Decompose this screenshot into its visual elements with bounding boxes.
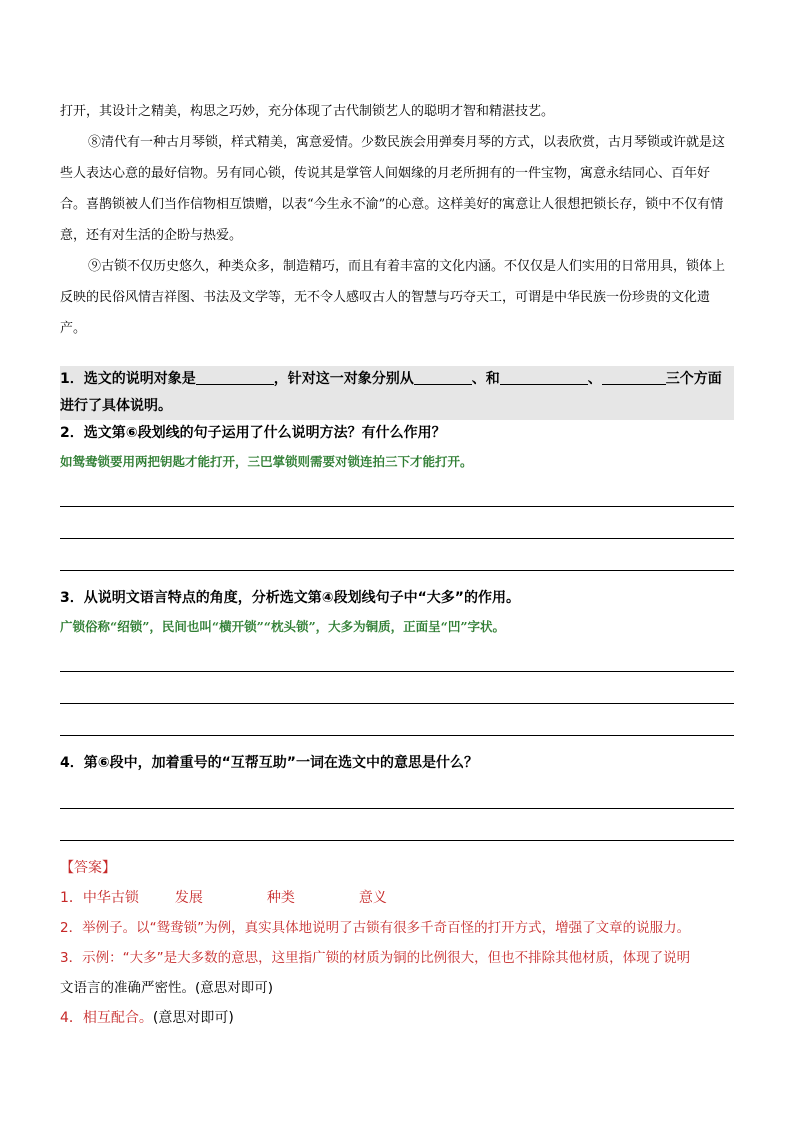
answer-2: 2．举例子。以“鸳鸯锁”为例，真实具体地说明了古锁有很多千奇百怪的打开方式，增强了文章的说服力。 — [60, 920, 691, 936]
answer-line[interactable] — [60, 704, 734, 736]
passage-line: 打开，其设计之精美，构思之巧妙，充分体现了古代制锁艺人的聪明才智和精湛技艺。 — [60, 104, 555, 119]
passage-paragraph-8: ⑧清代有一种古月琴锁，样式精美，寓意爱情。少数民族会用弹奏月琴的方式，以表欣赏，古月琴锁或许就是这些人表达心意的最好信物。另有同心锁，传说其是掌管人间姻缘的月老所拥有的一件宝物，寓意永结同心、百年好合。喜鹊锁被人们当作信物相互馈赠，以表“今生永不渝”的心意。这样美好的寓意让人很想把锁长存，锁中不仅有情意，还有对生活的企盼与热爱。 — [60, 135, 726, 243]
answer-blank[interactable] — [602, 369, 666, 385]
answer-blank[interactable] — [414, 369, 472, 385]
answer-blank[interactable] — [500, 369, 588, 385]
question-2-quote: 如鸳鸯锁要用两把钥匙才能打开，三巴掌锁则需要对锁连拍三下才能打开。 — [60, 454, 473, 469]
answer-4: 4．相互配合。(意思对即可) — [60, 1010, 234, 1026]
answer-heading: 【答案】 — [60, 860, 116, 876]
passage-paragraph-9: ⑨古锁不仅历史悠久，种类众多，制造精巧，而且有着丰富的文化内涵。不仅仅是人们实用的日常用具，锁体上反映的民俗风情吉祥图、书法及文学等，无不令人感叹古人的智慧与巧夺天工，可谓是中华民族一份珍贵的文化遗产。 — [60, 259, 726, 336]
answer-line[interactable] — [60, 672, 734, 704]
answer-1: 1．中华古锁 发展 种类 意义 — [60, 890, 387, 906]
document-page — [60, 96, 734, 1033]
answer-line[interactable] — [60, 507, 734, 539]
question-3: 3．从说明文语言特点的角度，分析选文第④段划线句子中“大多”的作用。 — [60, 590, 520, 606]
question-2: 2．选文第⑥段划线的句子运用了什么说明方法？有什么作用？ — [60, 425, 446, 441]
answer-3: 3．示例：“大多”是大多数的意思，这里指广锁的材质为铜的比例很大，但也不排除其他材质，体现了说明 文语言的准确严密性。(意思对即可) — [60, 950, 691, 996]
question-1: 1．选文的说明对象是 ，针对这一对象分别从 、和 、 三个方面进行了具体说明。 — [60, 366, 734, 420]
answer-line[interactable] — [60, 539, 734, 571]
question-3-quote: 广锁俗称“绍锁”，民间也叫“横开锁”“枕头锁”，大多为铜质，正面呈“凹”字状。 — [60, 619, 506, 634]
question-4: 4．第⑥段中，加着重号的“互帮互助”一词在选文中的意思是什么？ — [60, 755, 478, 771]
answer-line[interactable] — [60, 640, 734, 672]
answer-blank[interactable] — [196, 369, 274, 385]
answer-line[interactable] — [60, 809, 734, 841]
answer-line[interactable] — [60, 475, 734, 507]
answer-line[interactable] — [60, 777, 734, 809]
